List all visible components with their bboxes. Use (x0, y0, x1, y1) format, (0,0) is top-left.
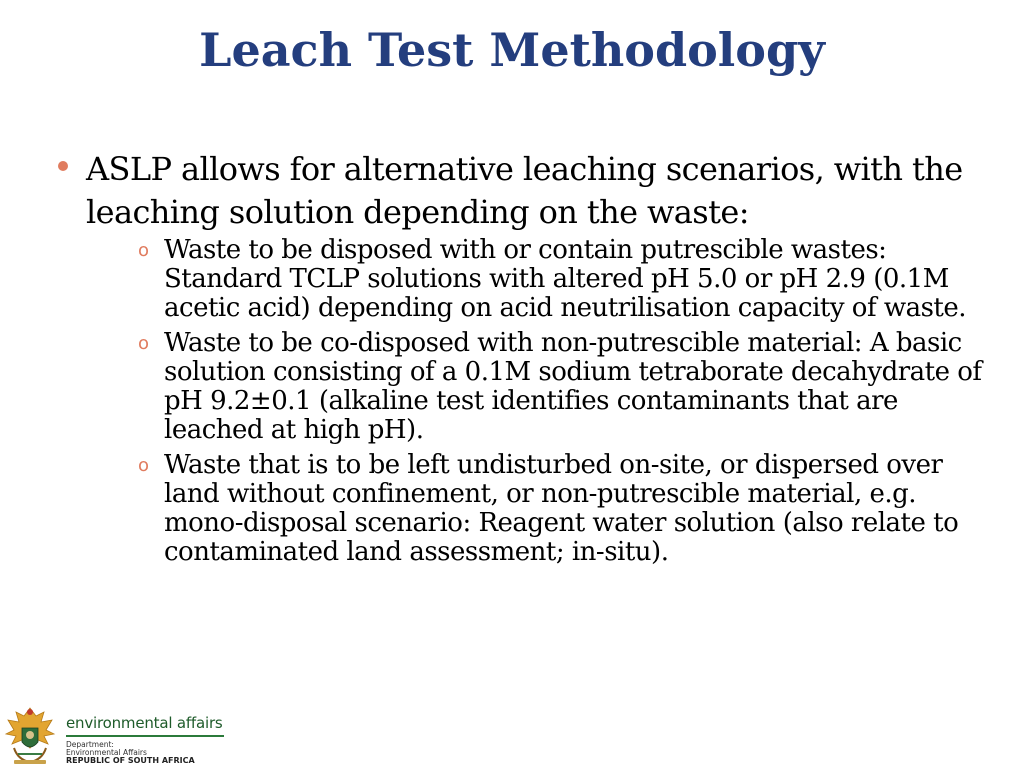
sub-bullet-text: Waste to be co-disposed with non-putrescible material: A basic solution consisting of a 0.1M sodium tetraborate decahydrate of pH 9.2±0.1 (alkaline test identifies contaminants that are leached at high pH). (164, 328, 982, 445)
logo-department-name: Environmental Affairs (66, 748, 147, 757)
sub-bullet-list (86, 236, 998, 567)
bullet-text: ASLP allows for alternative leaching scenarios, with the leaching solution depending on the waste: (86, 150, 963, 231)
filled-circle-bullet-icon (58, 161, 68, 171)
hollow-circle-bullet-icon: o (138, 240, 150, 261)
slide-title: Leach Test Methodology (199, 23, 825, 77)
logo-divider (66, 735, 224, 737)
bullet-item (58, 148, 998, 567)
sub-bullet-item (86, 451, 998, 567)
sub-bullet-item (86, 329, 998, 445)
department-logo (2, 704, 226, 766)
logo-country: REPUBLIC OF SOUTH AFRICA (66, 756, 195, 765)
logo-department-label: Department: (66, 740, 114, 749)
hollow-circle-bullet-icon: o (138, 333, 150, 354)
sub-bullet-item (86, 236, 998, 323)
sub-bullet-text: Waste to be disposed with or contain putrescible wastes: Standard TCLP solutions with altered pH 5.0 or pH 2.9 (0.1M acetic acid) depending on acid neutrilisation capacity of waste. (164, 235, 967, 323)
coat-of-arms-icon (2, 704, 58, 766)
logo-name: environmental affairs (66, 714, 223, 732)
slide-content (58, 148, 998, 573)
sub-bullet-text: Waste that is to be left undisturbed on-site, or dispersed over land without confinement, or non-putrescible material, e.g. mono-disposal scenario: Reagent water solution (also relate to contaminated land assessment; in-situ). (164, 450, 959, 567)
hollow-circle-bullet-icon: o (138, 455, 150, 476)
